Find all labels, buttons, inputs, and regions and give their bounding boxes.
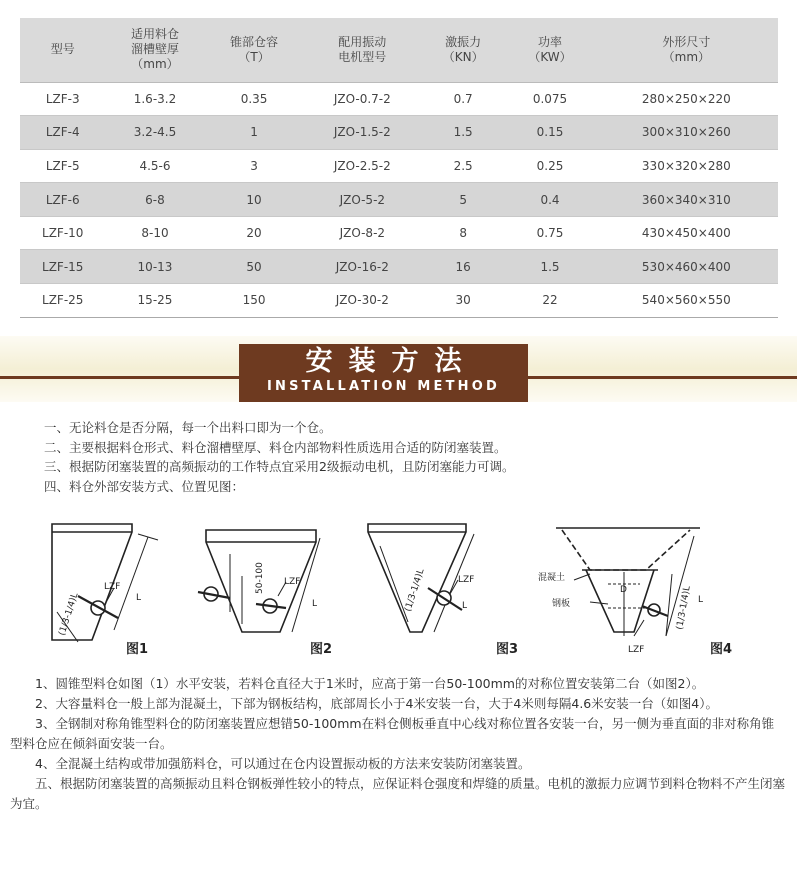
cell-model: LZF-6 (20, 183, 105, 217)
cell-thickness: 6-8 (105, 183, 204, 217)
table-row (20, 149, 778, 183)
header-motor-model: 配用振动 电机型号 (304, 18, 421, 82)
fig4-steel-label: 钢板 (552, 599, 571, 609)
header-model: 型号 (20, 18, 105, 82)
cell-motor: JZO-0.7-2 (304, 82, 421, 116)
note-item: 2、大容量料仓一般上部为混凝土，下部为钢板结构，底部周长小于4米安装一台，大于4米则每隔4.6米安装一台（如图4）。 (35, 696, 718, 711)
cell-dimensions: 360×340×310 (595, 183, 778, 217)
cell-dimensions: 430×450×400 (595, 216, 778, 250)
fig4-d-label: D (620, 585, 627, 595)
fig3-lzf-label: LZF (458, 575, 475, 585)
cell-force: 2.5 (421, 149, 505, 183)
cell-force: 8 (421, 216, 505, 250)
cell-force: 0.7 (421, 82, 505, 116)
fig1-caption: 图1 (126, 642, 149, 657)
cell-capacity: 20 (205, 216, 304, 250)
cell-capacity: 10 (205, 183, 304, 217)
fig2-length-label: L (312, 599, 318, 609)
fig4-concrete-label: 混凝土 (538, 573, 566, 583)
step-item: 四、料仓外部安装方式、位置见图： (44, 478, 245, 494)
banner-title-en: INSTALLATION METHOD (267, 379, 500, 394)
cell-thickness: 10-13 (105, 250, 204, 284)
cell-thickness: 4.5-6 (105, 149, 204, 183)
fig3-caption: 图3 (496, 642, 519, 657)
cell-motor: JZO-5-2 (304, 183, 421, 217)
cell-motor: JZO-30-2 (304, 284, 421, 318)
table-row (20, 183, 778, 217)
cell-capacity: 50 (205, 250, 304, 284)
header-exciting-force: 激振力 （KN） (421, 18, 505, 82)
cell-capacity: 0.35 (205, 82, 304, 116)
section-banner (239, 344, 528, 402)
header-power: 功率 （KW） (505, 18, 594, 82)
cell-thickness: 15-25 (105, 284, 204, 318)
table-row (20, 82, 778, 116)
cell-motor: JZO-1.5-2 (304, 116, 421, 150)
cell-power: 22 (505, 284, 594, 318)
fig4-lzf-label: LZF (628, 645, 645, 655)
fig1-lzf-label: LZF (104, 582, 121, 592)
cell-capacity: 150 (205, 284, 304, 318)
cell-force: 16 (421, 250, 505, 284)
table-row (20, 250, 778, 284)
note-item: 3、全钢制对称角锥型料仓的防闭塞装置应想错50-100mm在料仓侧板垂直中心线对称位置各安装一台，另一侧为垂直面的非对称角锥型料仓应在倾斜面安装一台。 (10, 716, 775, 751)
cell-dimensions: 300×310×260 (595, 116, 778, 150)
cell-force: 1.5 (421, 116, 505, 150)
fig1-ratio-label: (1/3-1/4)L (57, 591, 81, 637)
cell-force: 5 (421, 183, 505, 217)
cell-model: LZF-15 (20, 250, 105, 284)
fig4-length-label: L (698, 595, 704, 605)
fig2-dim-label: 50-100 (255, 562, 265, 594)
cell-model: LZF-10 (20, 216, 105, 250)
fig3-ratio-label: (1/3-1/4)L (403, 567, 427, 613)
cell-power: 0.75 (505, 216, 594, 250)
fig2-caption: 图2 (310, 642, 333, 657)
note-item: 4、全混凝土结构或带加强筋料仓，可以通过在仓内设置振动板的方法来安装防闭塞装置。 (35, 756, 531, 771)
cell-capacity: 1 (205, 116, 304, 150)
cell-power: 0.25 (505, 149, 594, 183)
cell-power: 1.5 (505, 250, 594, 284)
fig4-ratio-label: (1/3-1/4)L (675, 585, 693, 631)
installation-figures (30, 512, 770, 662)
cell-model: LZF-3 (20, 82, 105, 116)
cell-motor: JZO-8-2 (304, 216, 421, 250)
step-item: 三、根据防闭塞装置的高频振动的工作特点宜采用2级振动电机，且防闭塞能力可调。 (44, 459, 515, 474)
fig3-length-label: L (462, 601, 468, 611)
step-item: 一、无论料仓是否分隔，每一个出料口即为一个仓。 (44, 420, 332, 435)
fig2-lzf-label: LZF (284, 577, 301, 587)
cell-model: LZF-4 (20, 116, 105, 150)
step-item: 二、主要根据料仓形式、料仓溜槽壁厚、料仓内部物料性质选用合适的防闭塞装置。 (44, 439, 507, 455)
cell-dimensions: 280×250×220 (595, 82, 778, 116)
fig1-length-label: L (136, 593, 142, 603)
cell-capacity: 3 (205, 149, 304, 183)
banner-title-cn: 安装方法 (305, 346, 478, 377)
cell-power: 0.15 (505, 116, 594, 150)
install-steps (44, 418, 514, 496)
note-item: 五、根据防闭塞装置的高频振动且料仓钢板弹性较小的特点，应保证料仓强度和焊缝的质量。电机的激振力应调节到料仓物料不产生闭塞为宜。 (10, 776, 786, 811)
cell-thickness: 1.6-3.2 (105, 82, 204, 116)
cell-model: LZF-5 (20, 149, 105, 183)
cell-thickness: 3.2-4.5 (105, 116, 204, 150)
cell-motor: JZO-16-2 (304, 250, 421, 284)
table-row (20, 284, 778, 318)
cell-power: 0.075 (505, 82, 594, 116)
note-item: 1、圆锥型料仓如图（1）水平安装，若料仓直径大于1米时，应高于第一台50-100mm的对称位置安装第二台（如图2）。 (35, 676, 705, 691)
cell-motor: JZO-2.5-2 (304, 149, 421, 183)
table-row (20, 216, 778, 250)
cell-dimensions: 330×320×280 (595, 149, 778, 183)
cell-thickness: 8-10 (105, 216, 204, 250)
fig4-caption: 图4 (710, 642, 733, 657)
header-wall-thickness: 适用料仓 溜槽壁厚 （mm） (105, 18, 204, 82)
header-dimensions: 外形尺寸 （mm） (595, 18, 778, 82)
spec-table (20, 18, 778, 318)
cell-power: 0.4 (505, 183, 594, 217)
cell-dimensions: 540×560×550 (595, 284, 778, 318)
table-row (20, 116, 778, 150)
cell-force: 30 (421, 284, 505, 318)
header-capacity: 锥部仓容 （T） (205, 18, 304, 82)
installation-notes (10, 674, 786, 814)
cell-model: LZF-25 (20, 284, 105, 318)
cell-dimensions: 530×460×400 (595, 250, 778, 284)
table-header-row (20, 18, 778, 82)
